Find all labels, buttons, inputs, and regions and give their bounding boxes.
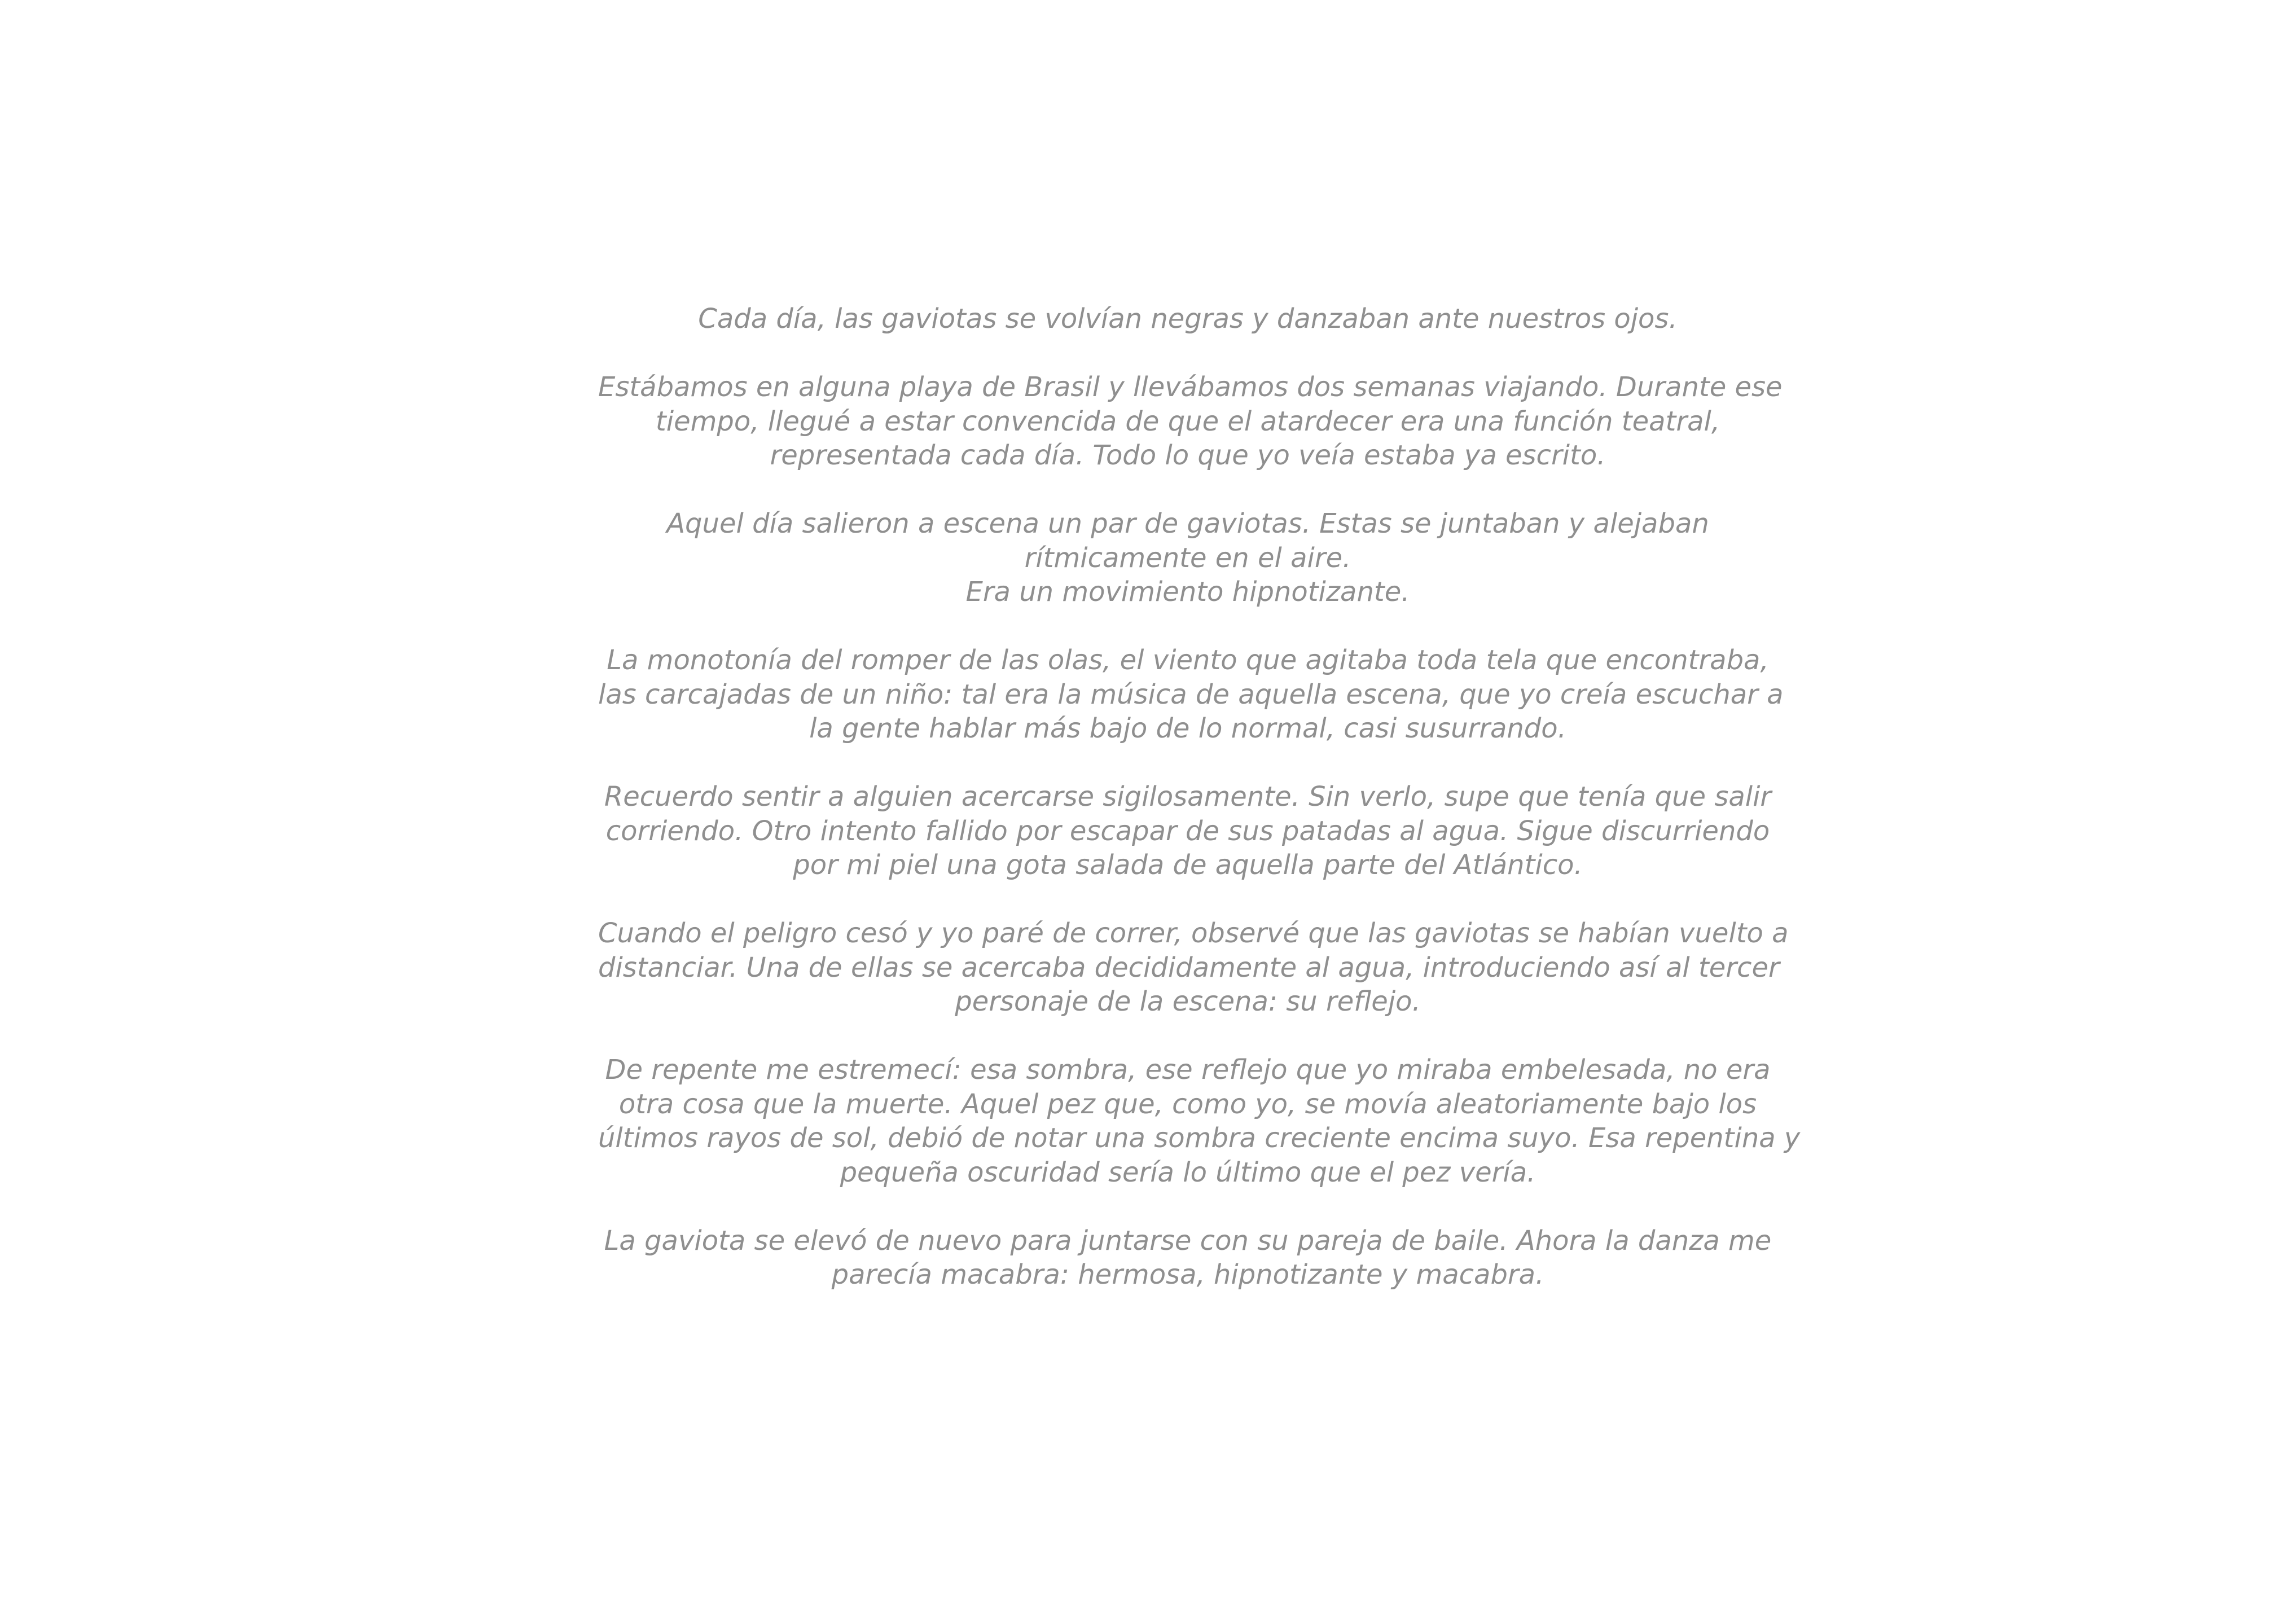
text-line: distanciar. Una de ellas se acercaba decididamente al agua, introduciendo así al tercer [598,951,1780,983]
paragraph-5 [598,780,1777,882]
text-line: últimos rayos de sol, debió de notar una sombra creciente encima suyo. Esa repentina y [598,1122,1801,1154]
text-line: personaje de la escena: su reflejo. [955,986,1421,1017]
paragraph-4 [598,643,1784,746]
paragraph-6 [598,916,1789,1019]
text-line: Recuerdo sentir a alguien acercarse sigilosamente. Sin verlo, supe que tenía que salir [604,781,1772,813]
paragraph-7 [598,1053,1801,1189]
text-line: corriendo. Otro intento fallido por escapar de sus patadas al agua. Sigue discurriendo [605,815,1770,847]
paragraph-2 [598,370,1783,473]
text-line: parecía macabra: hermosa, hipnotizante y macabra. [831,1259,1544,1290]
text-line: por mi piel una gota salada de aquella parte del Atlántico. [793,849,1583,881]
text-line: Cuando el peligro cesó y yo paré de correr, observé que las gaviotas se habían vuelto a [598,917,1789,949]
text-line: otra cosa que la muerte. Aquel pez que, como yo, se movía aleatoriamente bajo los [618,1088,1757,1120]
text-line: rítmicamente en el aire. [1024,542,1351,574]
text-line: pequeña oscuridad sería lo último que el pez vería. [840,1156,1536,1188]
paragraph-1 [598,302,1777,336]
text-line: Aquel día salieron a escena un par de gaviotas. Estas se juntaban y alejaban [666,508,1709,539]
text-line: Estábamos en alguna playa de Brasil y llevábamos dos semanas viajando. Durante ese [598,371,1783,403]
text-line: tiempo, llegué a estar convencida de que el atardecer era una función teatral, [655,405,1720,437]
text-line: De repente me estremecí: esa sombra, ese reflejo que yo miraba embelesada, no era [605,1054,1771,1086]
text-line: La monotonía del romper de las olas, el viento que agitaba toda tela que encontraba, [607,644,1769,676]
text-line: La gaviota se elevó de nuevo para juntarse con su pareja de baile. Ahora la danza me [604,1224,1772,1257]
text-line: representada cada día. Todo lo que yo veía estaba ya escrito. [770,440,1606,471]
text-line: la gente hablar más bajo de lo normal, casi susurrando. [809,713,1566,744]
text-line: Cada día, las gaviotas se volvían negras y danzaban ante nuestros ojos. [698,303,1678,335]
text-line: las carcajadas de un niño: tal era la música de aquella escena, que yo creía escuchar a [598,678,1784,710]
paragraph-8 [598,1224,1777,1292]
story-text [598,302,1801,1326]
text-line: Era un movimiento hipnotizante. [965,576,1410,608]
paragraph-3 [598,507,1777,609]
